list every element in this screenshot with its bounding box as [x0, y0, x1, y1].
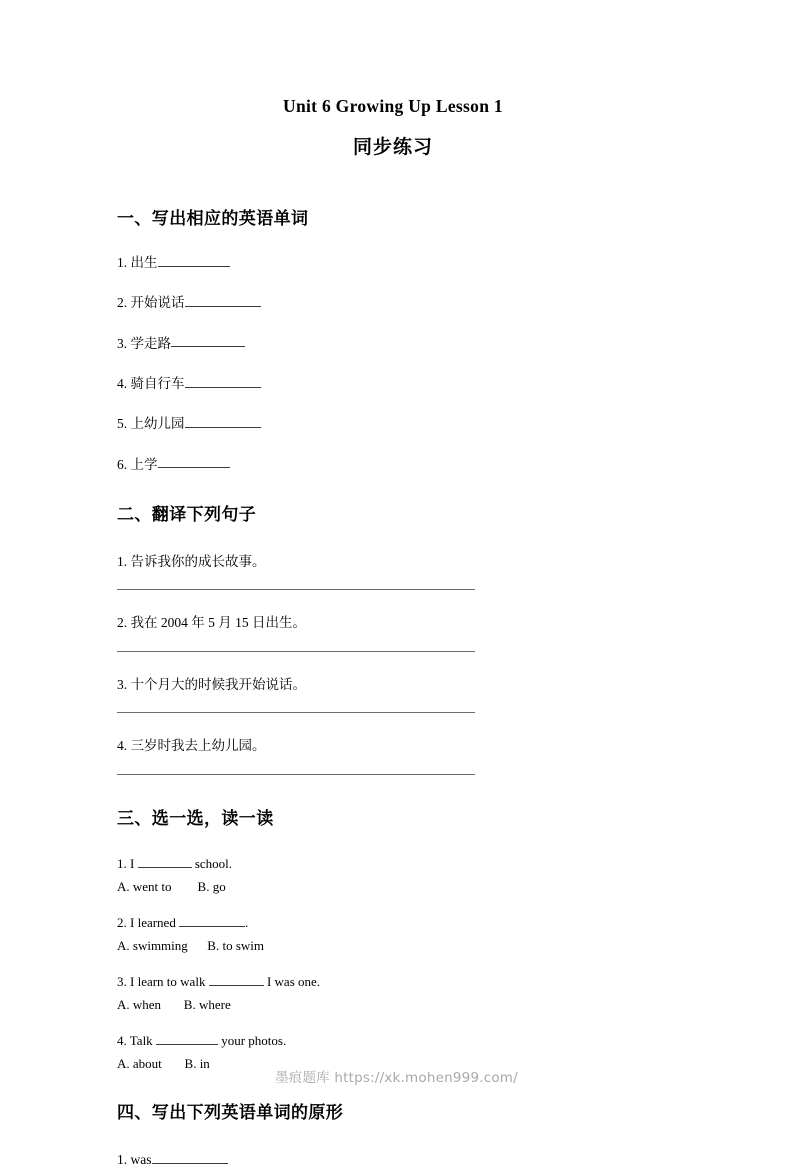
- list-item: [117, 310, 677, 350]
- list-item: 1. 告诉我你的成长故事。: [117, 553, 266, 569]
- answer-blank[interactable]: [156, 1032, 218, 1045]
- answer-blank[interactable]: [185, 374, 261, 388]
- page-subtitle: 同步练习: [352, 136, 433, 158]
- question-stem: 1. I: [117, 855, 135, 871]
- list-item: [117, 431, 677, 471]
- answer-blank[interactable]: [152, 1150, 228, 1164]
- footer-watermark: 墨痕题库 https://xk.mohen999.com/: [275, 1070, 518, 1086]
- section-heading-4: 四、写出下列英语单词的原形: [117, 1102, 344, 1123]
- page-title: Unit 6 Growing Up Lesson 1: [283, 96, 503, 116]
- list-item: 4. 三岁时我去上幼儿园。: [117, 738, 266, 754]
- list-item: [117, 350, 677, 390]
- answer-blank[interactable]: [185, 293, 261, 307]
- list-item: [117, 390, 677, 430]
- list-item: [117, 893, 677, 929]
- list-item: [117, 269, 677, 309]
- word-label: 1. was: [117, 1151, 152, 1167]
- list-item: [117, 1011, 677, 1047]
- list-item: [117, 229, 677, 269]
- list-item: [117, 829, 677, 870]
- question-options[interactable]: A. about B. in: [117, 1055, 210, 1071]
- question-options[interactable]: A. swimming B. to swim: [117, 937, 264, 953]
- section-heading-2: 二、翻译下列句子: [117, 504, 257, 525]
- list-item: [117, 1123, 677, 1166]
- answer-blank[interactable]: [179, 914, 245, 927]
- vocab-label: 2. 开始说话: [117, 295, 185, 311]
- vocab-label: 4. 骑自行车: [117, 375, 185, 391]
- answer-blank[interactable]: [158, 455, 230, 469]
- question-stem: 2. I learned: [117, 914, 176, 930]
- section-heading-1: 一、写出相应的英语单词: [117, 209, 309, 229]
- answer-blank[interactable]: [209, 973, 264, 986]
- question-stem-tail: .: [245, 914, 249, 930]
- question-stem-tail: your photos.: [221, 1032, 287, 1048]
- question-options[interactable]: A. when B. where: [117, 996, 231, 1012]
- vocab-label: 5. 上幼儿园: [117, 416, 185, 432]
- answer-blank[interactable]: [158, 253, 230, 267]
- question-options[interactable]: A. went to B. go: [117, 878, 226, 894]
- answer-blank[interactable]: [185, 414, 261, 428]
- answer-blank[interactable]: [171, 334, 245, 348]
- question-stem: 3. I learn to walk: [117, 973, 206, 989]
- question-stem-tail: school.: [194, 855, 233, 871]
- list-item: [117, 952, 677, 988]
- question-stem: 4. Talk: [117, 1032, 153, 1048]
- document-content: [117, 0, 677, 1166]
- list-item: 2. 我在 2004 年 5 月 15 日出生。: [117, 615, 306, 631]
- question-stem-tail: I was one.: [266, 973, 321, 989]
- answer-blank[interactable]: [138, 855, 192, 868]
- list-item: 3. 十个月大的时候我开始说话。: [117, 676, 306, 692]
- section-heading-3: 三、选一选，读一读: [117, 808, 274, 829]
- vocab-label: 3. 学走路: [117, 335, 171, 351]
- vocab-label: 6. 上学: [117, 456, 158, 472]
- vocab-label: 1. 出生: [117, 254, 158, 270]
